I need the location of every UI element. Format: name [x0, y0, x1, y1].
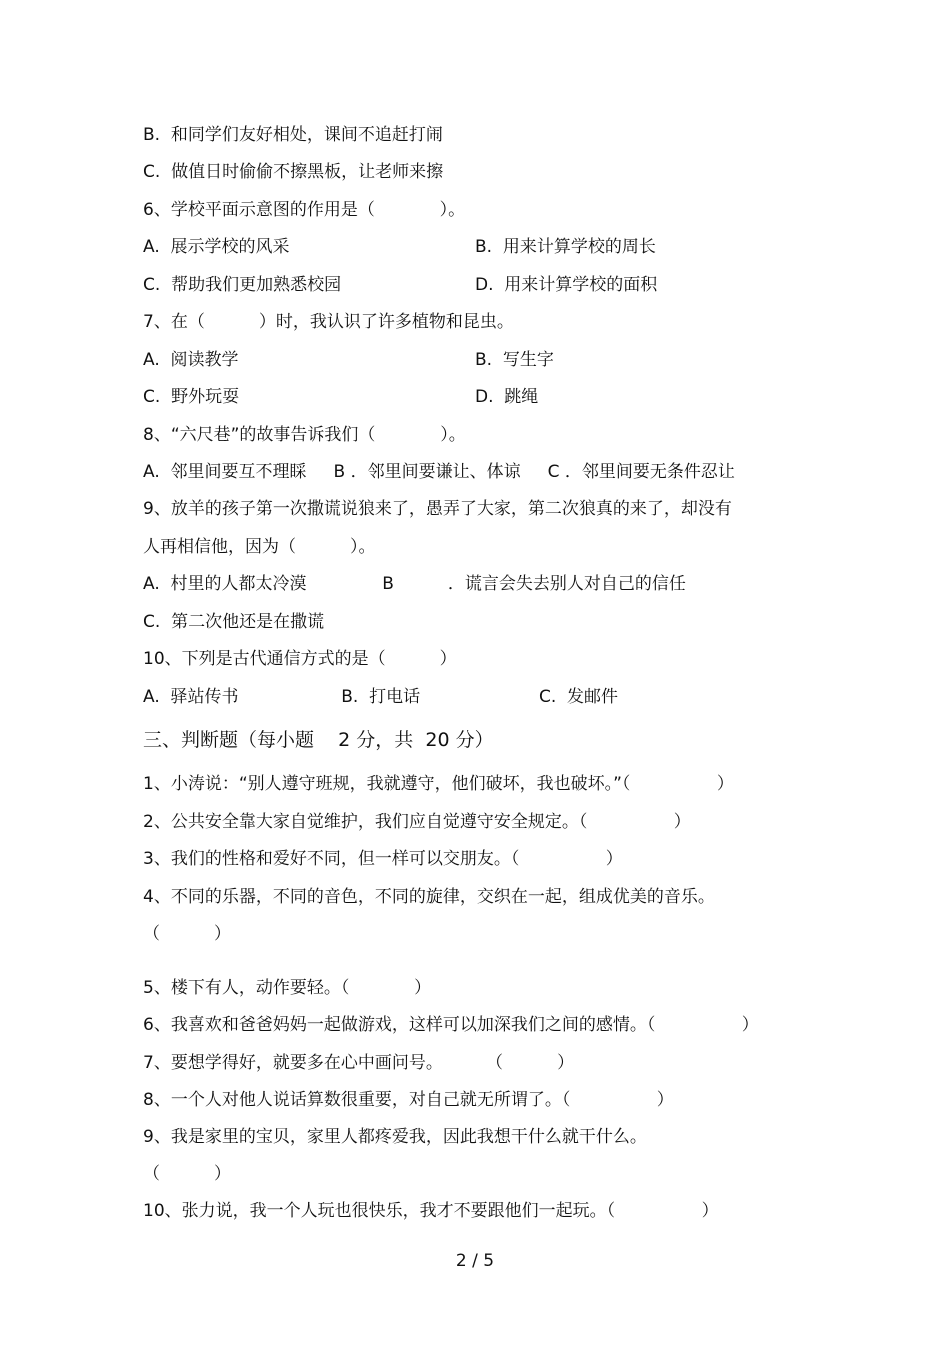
q9-stem-line1: 9、放羊的孩子第一次撒谎说狼来了，愚弄了大家，第二次狼真的来了，却没有: [143, 499, 732, 519]
judgment-item-9-line2: （ ）: [143, 1164, 232, 1184]
q6-option-c: C. 帮助我们更加熟悉校园: [143, 275, 342, 295]
judgment-item-4-line2: （ ）: [143, 924, 232, 944]
q8-options: A. 邻里间要互不理睬 B ．邻里间要谦让、体谅 C ．邻里间要无条件忍让: [143, 462, 735, 482]
q9-option-c: C. 第二次他还是在撒谎: [143, 612, 325, 632]
q7-option-c: C. 野外玩耍: [143, 387, 240, 407]
q7-stem: 7、在（ ）时，我认识了许多植物和昆虫。: [143, 312, 514, 332]
q7-option-b: B. 写生字: [475, 350, 554, 370]
q5-option-c: C. 做值日时偷偷不擦黑板，让老师来擦: [143, 162, 444, 182]
q6-option-b: B. 用来计算学校的周长: [475, 237, 656, 257]
judgment-item-1: 1、小涛说：“别人遵守班规，我就遵守，他们破坏，我也破坏。”（ ）: [143, 774, 734, 794]
q5-option-b: B. 和同学们友好相处，课间不追赶打闹: [143, 125, 443, 145]
q10-stem: 10、下列是古代通信方式的是（ ）: [143, 649, 457, 669]
judgment-item-9-line1: 9、我是家里的宝贝，家里人都疼爱我，因此我想干什么就干什么。: [143, 1127, 647, 1147]
judgment-item-2: 2、公共安全靠大家自觉维护，我们应自觉遵守安全规定。（ ）: [143, 812, 691, 832]
q6-option-d: D. 用来计算学校的面积: [475, 275, 658, 295]
q6-stem: 6、学校平面示意图的作用是（ ）。: [143, 200, 466, 220]
judgment-item-8: 8、一个人对他人说话算数很重要，对自己就无所谓了。（ ）: [143, 1090, 674, 1110]
judgment-item-3: 3、我们的性格和爱好不同，但一样可以交朋友。（ ）: [143, 849, 623, 869]
q8-stem: 8、“六尺巷”的故事告诉我们（ ）。: [143, 425, 466, 445]
q6-option-a: A. 展示学校的风采: [143, 237, 290, 257]
judgment-item-4-line1: 4、不同的乐器，不同的音色，不同的旋律，交织在一起，组成优美的音乐。: [143, 887, 715, 907]
judgment-item-7: 7、要想学得好，就要多在心中画问号。 （ ）: [143, 1053, 575, 1073]
judgment-item-5: 5、楼下有人，动作要轻。（ ）: [143, 978, 432, 998]
judgment-item-6: 6、我喜欢和爸爸妈妈一起做游戏，这样可以加深我们之间的感情。（ ）: [143, 1015, 759, 1035]
q9-options-ab: A. 村里的人都太冷漠 B ．谎言会失去别人对自己的信任: [143, 574, 686, 594]
section-heading-judgment: 三、判断题（每小题 2 分，共 20 分）: [143, 729, 494, 751]
q7-option-d: D. 跳绳: [475, 387, 539, 407]
q10-options: A. 驿站传书 B. 打电话 C. 发邮件: [143, 687, 619, 707]
q9-stem-line2: 人再相信他，因为（ ）。: [143, 537, 376, 557]
page-number: 2 / 5: [455, 1251, 495, 1271]
judgment-item-10: 10、张力说，我一个人玩也很快乐，我才不要跟他们一起玩。（ ）: [143, 1201, 719, 1221]
q7-option-a: A. 阅读教学: [143, 350, 239, 370]
